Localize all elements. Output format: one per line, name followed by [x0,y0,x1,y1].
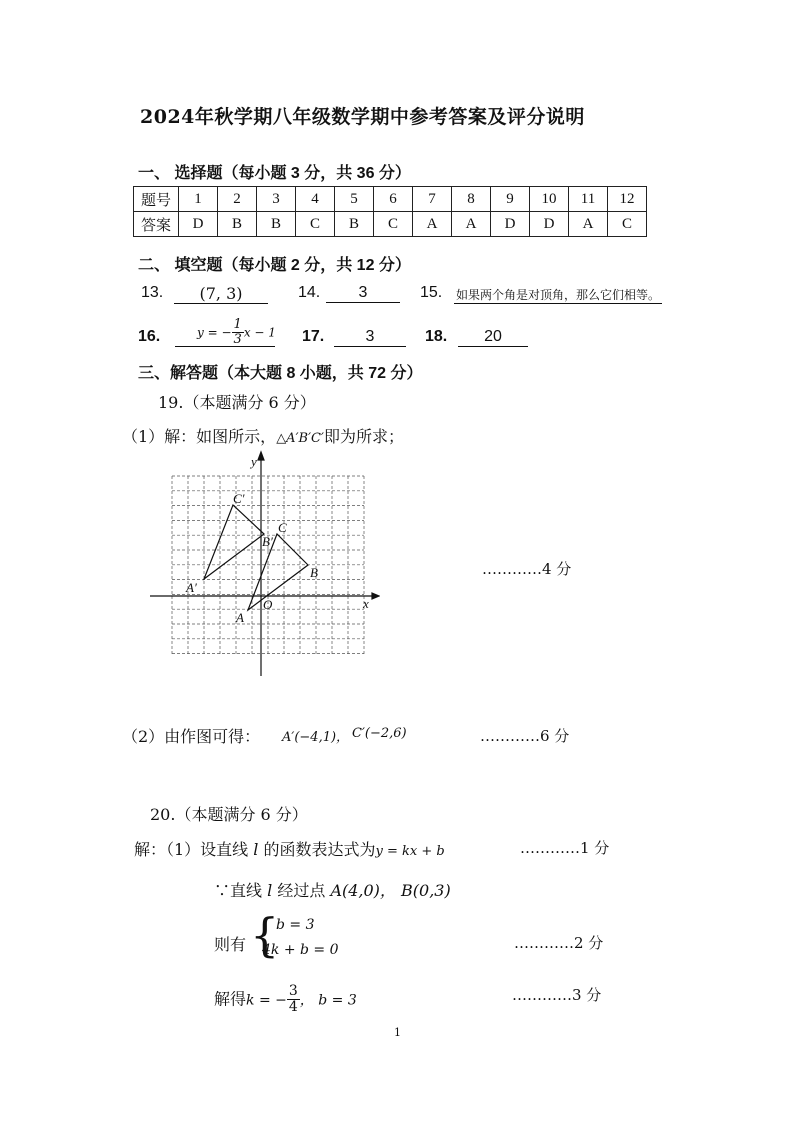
q15-answer: 如果两个角是对顶角，那么它们相等。 [456,288,661,302]
q17-answer: 3 [334,328,406,347]
table-row-numbers [134,187,647,212]
q20-line1 [134,837,445,860]
answer-cell: D [530,212,569,237]
q20-line1-lead: 解：（1）设直线 [134,840,249,859]
triangle-ABC [248,534,308,610]
q18-answer: 20 [458,328,528,347]
q20-eq1: b = 3 [276,917,315,933]
q19-part1-end: 即为所求； [323,427,404,446]
q16-lhs: y = − [197,325,232,340]
q16-number: 16. [138,328,161,345]
q17-number: 17. [302,328,325,345]
question-number-cell: 11 [569,187,608,212]
q19-part2-c: C′(−2,6) [352,726,407,741]
q19-title: 19.（本题满分 6 分） [158,393,316,412]
table-row-answers [134,212,647,237]
q13-answer: (7, 3) [174,284,268,304]
answer-cell: B [335,212,374,237]
answer-table [133,186,647,237]
point-B1-label: B′ [262,534,273,549]
y-axis-arrow [258,452,264,460]
question-number-cell: 12 [608,187,647,212]
q19-score2: …………6 分 [480,727,570,745]
q20-line2-points: A(4,0)， B(0,3) [330,881,451,900]
question-number-cell: 10 [530,187,569,212]
question-number-cell: 4 [296,187,335,212]
q19-part2-lead: （2）由作图可得： [122,727,261,746]
q14-answer: 3 [326,284,400,303]
question-number-cell: 1 [179,187,218,212]
question-number-cell: 9 [491,187,530,212]
q20-line2 [214,878,451,901]
answer-cell: A [569,212,608,237]
question-number-cell: 3 [257,187,296,212]
q20-eq2: 4k + b = 0 [262,942,339,958]
q20-line1-eq: y = kx + b [375,844,445,859]
q13-number: 13. [141,284,164,301]
q19-part2-a: A′(−4,1)， [282,730,350,745]
coordinate-figure [150,450,380,680]
answer-cell: C [374,212,413,237]
point-B-label: B [310,565,318,580]
q20-score1: …………1 分 [520,839,610,857]
q20-score3: …………3 分 [512,986,602,1004]
question-number-cell: 2 [218,187,257,212]
q20-line4-b: ， b = 3 [299,992,357,1009]
section1-heading: 一、 选择题（每小题 3 分，共 36 分） [138,165,411,182]
q20-line3-lead: 则有 [214,935,247,954]
q19-score1: …………4 分 [482,560,572,578]
system-brace: { [250,908,280,962]
page-title: 2024年秋学期八年级数学期中参考答案及评分说明 [140,106,585,128]
q20-title: 20.（本题满分 6 分） [150,805,308,824]
q20-line2-b: 经过点 [277,881,326,900]
section3-heading: 三、解答题（本大题 8 小题，共 72 分） [138,365,423,382]
q20-frac-den: 4 [288,999,298,1016]
q16-answer [175,318,275,347]
q20-line2-var: l [267,881,273,900]
question-number-cell: 6 [374,187,413,212]
question-number-cell: 8 [452,187,491,212]
q20-line4 [214,984,357,1016]
origin-label: O [263,597,273,612]
answer-cell: A [413,212,452,237]
q16-frac-num: 1 [233,317,242,332]
point-C-label: C [278,520,287,535]
triangle-A1B1C1 [204,505,264,579]
q14-number: 14. [298,284,321,301]
q20-line1-var: l [253,840,259,859]
point-A-label: A [236,610,244,625]
q19-part1-lead: （1）解：如图所示， [122,427,277,446]
question-number-cell: 5 [335,187,374,212]
q20-line4-k: k = − [246,992,287,1009]
q19-part1-triangle: △A′B′C′ [276,431,324,446]
row-label-number: 题号 [134,187,179,212]
point-A1-label: A′ [186,580,197,595]
row-label-answer: 答案 [134,212,179,237]
q19-part1 [122,424,404,447]
q15-number: 15. [420,284,443,301]
page-number: 1 [394,1026,401,1039]
q20-score2: …………2 分 [514,934,604,952]
answer-cell: D [491,212,530,237]
answer-cell: C [296,212,335,237]
y-axis-label: y [251,454,257,469]
answer-cell: B [257,212,296,237]
q20-frac-num: 3 [288,983,298,999]
q20-line1-b: 的函数表达式为 [263,840,376,859]
q18-number: 18. [425,328,448,345]
x-axis-label: x [363,596,369,611]
answer-cell: D [179,212,218,237]
point-C1-label: C′ [233,491,245,506]
q20-line4-lead: 解得 [214,989,247,1009]
x-axis-arrow [372,593,379,599]
section2-heading: 二、 填空题（每小题 2 分，共 12 分） [138,257,411,274]
q16-rhs: x − 1 [243,325,276,340]
answer-cell: A [452,212,491,237]
q20-line2-a: ∵直线 [214,881,263,900]
answer-cell: B [218,212,257,237]
question-number-cell: 7 [413,187,452,212]
answer-cell: C [608,212,647,237]
q16-frac-den: 3 [233,332,242,348]
